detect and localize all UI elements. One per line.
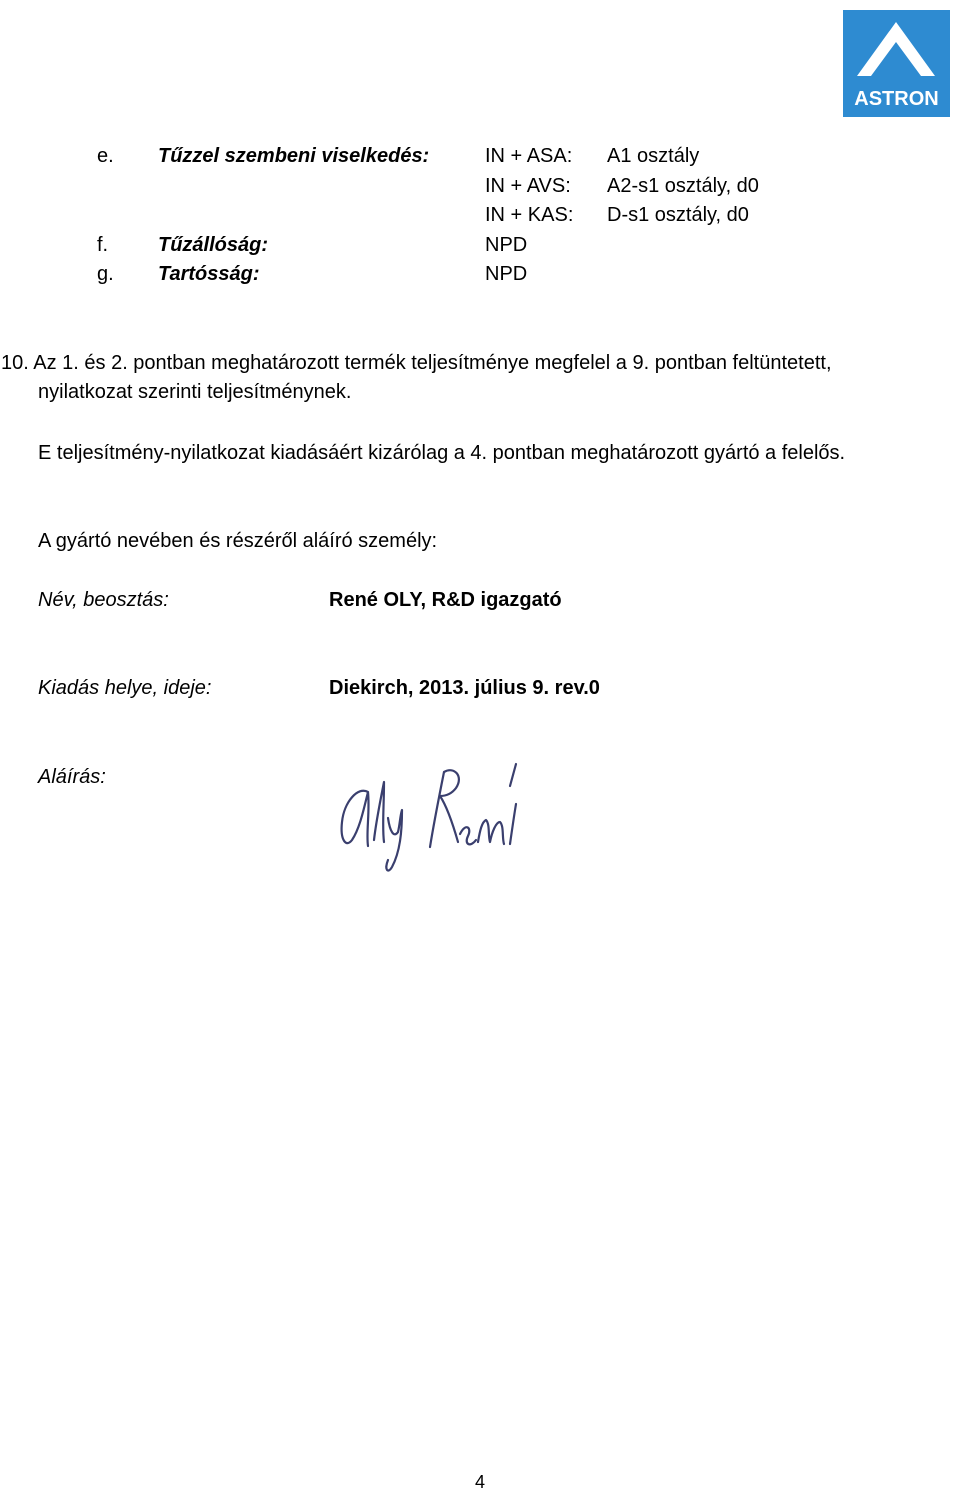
prop-e-key-1: IN + AVS: <box>485 175 571 197</box>
prop-f-label: Tűzállóság: <box>158 234 269 256</box>
prop-e-value-0: A1 osztály <box>607 145 700 167</box>
prop-e-value-2: D-s1 osztály, d0 <box>607 204 749 226</box>
name-label: Név, beosztás: <box>38 589 169 611</box>
section-10-line1: 10. Az 1. és 2. pontban meghatározott termék teljesítménye megfelel a 9. pontban feltüntetett, <box>1 352 832 374</box>
name-value: René OLY, R&D igazgató <box>329 589 562 611</box>
prop-e-key-2: IN + KAS: <box>485 204 574 226</box>
signature-label: Aláírás: <box>38 766 106 788</box>
prop-g-label: Tartósság: <box>158 263 260 285</box>
prop-e-key-0: IN + ASA: <box>485 145 573 167</box>
astron-logo <box>843 10 950 117</box>
place-date-label: Kiadás helye, ideje: <box>38 677 212 699</box>
prop-e-letter: e. <box>97 145 114 167</box>
logo-text: ASTRON <box>854 88 939 110</box>
prop-f-letter: f. <box>97 234 109 256</box>
signatory-intro: A gyártó nevében és részéről aláíró személy: <box>38 530 438 552</box>
prop-g-letter: g. <box>97 263 114 285</box>
page-number: 4 <box>474 1472 485 1492</box>
handwritten-signature <box>330 752 530 877</box>
place-date-value: Diekirch, 2013. július 9. rev.0 <box>329 677 600 699</box>
prop-f-value: NPD <box>485 234 528 256</box>
prop-g-value: NPD <box>485 263 528 285</box>
responsibility-statement: E teljesítmény-nyilatkozat kiadásáért kizárólag a 4. pontban meghatározott gyártó a felelős. <box>38 442 846 464</box>
section-10-line2: nyilatkozat szerinti teljesítménynek. <box>38 381 352 403</box>
prop-e-value-1: A2-s1 osztály, d0 <box>607 175 759 197</box>
prop-e-label: Tűzzel szembeni viselkedés: <box>158 145 430 167</box>
